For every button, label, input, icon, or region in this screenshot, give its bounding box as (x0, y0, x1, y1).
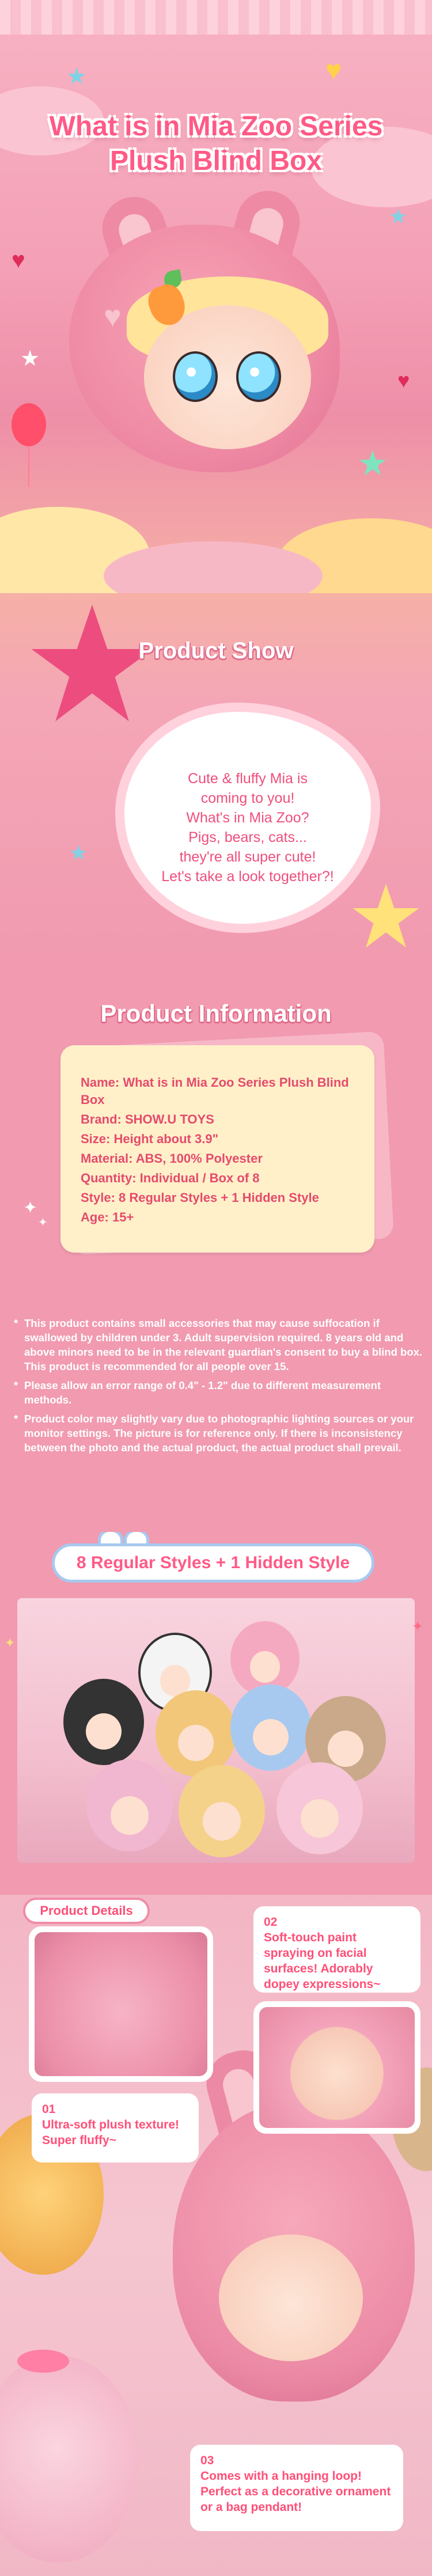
styles-section (0, 1532, 432, 1895)
heart-icon: ♥ (325, 55, 342, 86)
bubble-line: coming to you! (200, 790, 295, 806)
eye-right (236, 351, 281, 402)
note-safety: * This product contains small accessories that may cause suffocation if swallowed by children under 3. Adult supervision required. 8 years old and above minors need to be in the relevant guardian's consent to buy a blind box. This product is recommended for all people over 15. (12, 1316, 423, 1374)
bow-decoration (17, 2350, 69, 2373)
heart-icon: ♥ (104, 300, 122, 333)
decorative-wall-pattern (0, 0, 432, 35)
hero-section (0, 0, 432, 593)
background-plush (0, 2355, 138, 2563)
lineup-photo (17, 1598, 415, 1863)
bubble-line: Let's take a look together?! (161, 868, 334, 885)
plush-pig (86, 1759, 173, 1852)
spec-size: Size: Height about 3.9" (81, 1132, 219, 1146)
balloon-decoration (12, 403, 46, 446)
featured-plush-face (219, 2234, 363, 2361)
plush-duck (179, 1765, 265, 1857)
callout-text: Comes with a hanging loop! Perfect as a decorative ornament or a bag pendant! (200, 2469, 391, 2514)
plush-black-cat (63, 1679, 144, 1765)
hero-title-line-2: Plush Blind Box (109, 146, 322, 176)
callout-text: Ultra-soft plush texture! Super fluffy~ (42, 2118, 180, 2147)
star-decoration (351, 884, 420, 953)
star-icon: ★ (20, 347, 40, 371)
plush-blue (230, 1685, 311, 1771)
heart-icon: ♥ (397, 369, 410, 392)
product-details-section (0, 1895, 432, 2576)
disclaimer-notes (12, 1316, 423, 1459)
star-icon: ★ (69, 841, 88, 864)
speech-bubble-text (150, 769, 346, 886)
sparkle-icon: ✦ (412, 1619, 424, 1634)
heart-icon: ♥ (12, 248, 25, 273)
section-heading-product-show: Product Show (138, 638, 294, 663)
product-show-section (0, 593, 432, 962)
sparkle-icon: ✦ (5, 1636, 16, 1650)
section-heading-product-information: Product Information (100, 1000, 332, 1027)
detail-callout-02 (253, 1906, 420, 1993)
note-color: * Product color may slightly vary due to photographic lighting sources or your monitor settings. The picture is for reference only. If there is inconsistency between the photo and the actual product, the actual product shall prevail. (12, 1412, 423, 1455)
sparkle-icon: ✦ (23, 1198, 38, 1217)
callout-number: 01 (42, 2103, 56, 2116)
detail-photo-face (253, 2001, 420, 2134)
bubble-line: Pigs, bears, cats... (188, 829, 307, 845)
callout-number: 03 (200, 2454, 214, 2467)
product-details-tag: Product Details (23, 1898, 150, 1924)
hero-title-line-1: What is in Mia Zoo Series (49, 111, 383, 142)
detail-callout-03 (190, 2445, 403, 2531)
detail-callout-01 (32, 2093, 199, 2163)
star-icon: ★ (66, 64, 87, 89)
sparkle-icon: ✦ (38, 1216, 48, 1229)
plush-lion (156, 1690, 236, 1777)
note-measurement: * Please allow an error range of 0.4" - 1.2" due to different measurement methods. (12, 1378, 423, 1407)
eye-left (173, 351, 218, 402)
star-icon: ★ (357, 444, 388, 483)
styles-heading-pill: 8 Regular Styles + 1 Hidden Style (52, 1543, 374, 1583)
detail-photo-fur (29, 1926, 213, 2082)
bubble-line: Cute & fluffy Mia is (188, 771, 308, 787)
spec-list (81, 1074, 363, 1228)
spec-quantity: Quantity: Individual / Box of 8 (81, 1171, 260, 1185)
callout-text: Soft-touch paint spraying on facial surfaces! Adorably dopey expressions~ (264, 1931, 381, 1991)
bubble-line: What's in Mia Zoo? (186, 810, 309, 826)
spec-name: Name: What is in Mia Zoo Series Plush Blind Box (81, 1075, 349, 1107)
spec-age: Age: 15+ (81, 1210, 134, 1224)
spec-material: Material: ABS, 100% Polyester (81, 1151, 263, 1166)
plush-sheep (276, 1762, 363, 1854)
spec-style: Style: 8 Regular Styles + 1 Hidden Style (81, 1190, 319, 1205)
product-info-section (0, 962, 432, 1532)
bubble-line: they're all super cute! (179, 849, 316, 865)
star-icon: ★ (389, 204, 408, 228)
mia-face (144, 305, 311, 449)
callout-number: 02 (264, 1915, 278, 1929)
spec-brand: Brand: SHOW.U TOYS (81, 1112, 214, 1126)
